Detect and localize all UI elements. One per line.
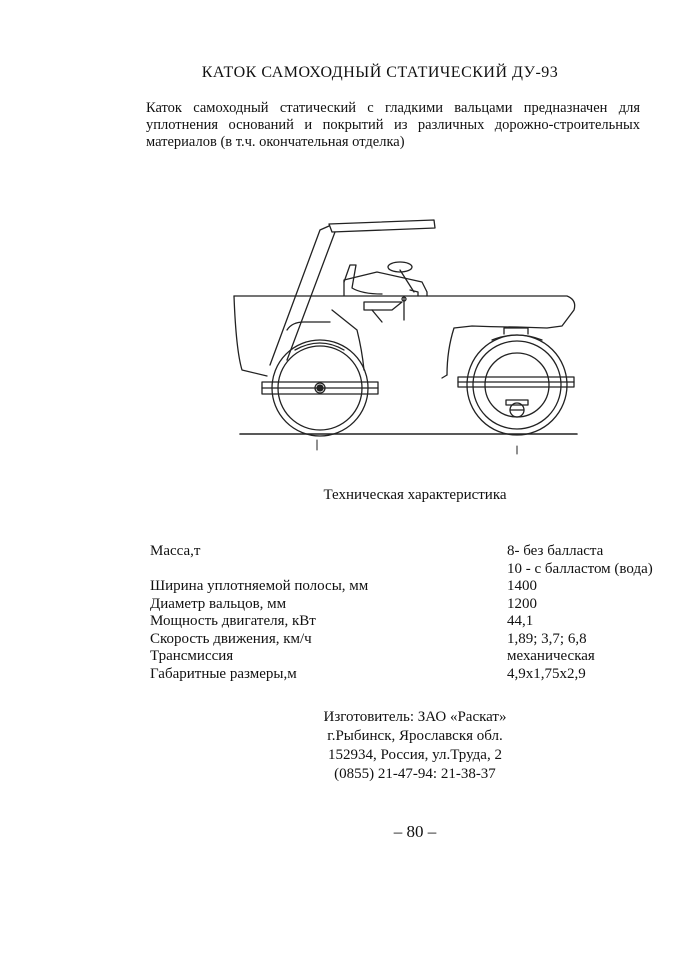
spec-row [150,596,680,614]
road-roller-drawing-icon [232,210,582,460]
spec-value: 4,9х1,75х2,9 [507,665,586,682]
spec-row [150,578,680,596]
manufacturer-block [0,708,700,784]
page-number: – 80 – [393,822,437,841]
specs-heading: Техническая характеристика [323,487,507,503]
spec-value: 44,1 [507,613,534,629]
spec-value: 1200 [507,595,537,612]
spec-row [150,543,680,561]
manufacturer-line: (0855) 21-47-94: 21-38-37 [334,766,496,782]
spec-label [150,561,507,579]
spec-value: 8- без балласта [507,543,604,559]
spec-value: 1,89; 3,7; 6,8 [507,630,587,647]
spec-row [150,561,680,579]
specs-table [150,543,680,683]
document-title: КАТОК САМОХОДНЫЙ СТАТИЧЕСКИЙ ДУ-93 [201,64,559,81]
intro-paragraph: Каток самоходный статический с гладкими вальцами предназначен для уплотнения оснований и покрытий из различных дорожно-строительных материалов (в т.ч. окончательная отделка) [146,100,640,150]
manufacturer-line: 152934, Россия, ул.Труда, 2 [328,747,502,763]
spec-label: Трансмиссия [150,648,234,664]
spec-value: механическая [507,648,595,664]
spec-label: Масса,т [150,543,201,559]
spec-label: Скорость движения, км/ч [150,630,312,647]
spec-value: 1400 [507,578,537,594]
spec-label: Габаритные размеры,м [150,665,297,682]
spec-label: Диаметр вальцов, мм [150,595,287,612]
spec-row [150,613,680,631]
spec-row [150,666,680,684]
spec-row [150,648,680,666]
spec-value: 10 - с балластом (вода) [507,560,653,577]
spec-label: Ширина уплотняемой полосы, мм [150,578,369,594]
spec-label: Мощность двигателя, кВт [150,613,316,629]
spec-row [150,631,680,649]
manufacturer-line: г.Рыбинск, Ярославскя обл. [327,728,503,744]
manufacturer-line: Изготовитель: ЗАО «Раскат» [323,709,507,725]
